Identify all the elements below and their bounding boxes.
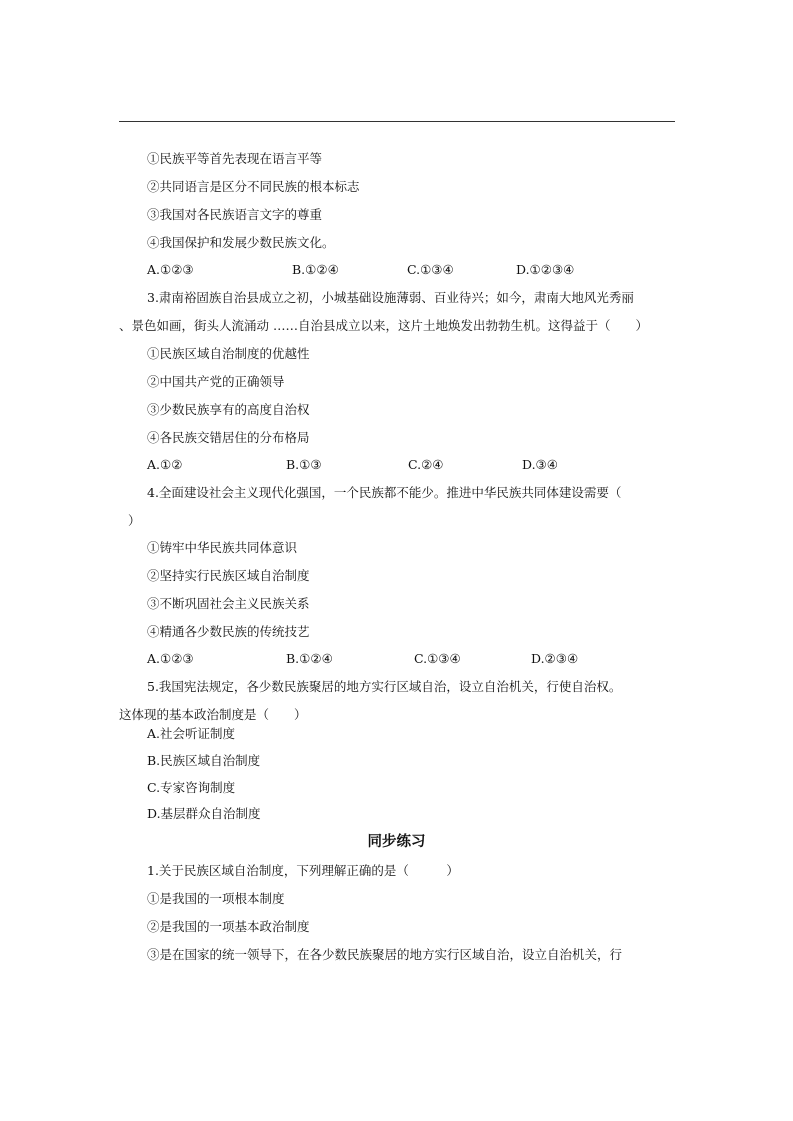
q4-statement-3: ③不断巩固社会主义民族关系 [147, 596, 310, 611]
q4-statement-2: ②坚持实行民族区域自治制度 [147, 568, 310, 583]
q3-statement-3: ③少数民族享有的高度自治权 [147, 402, 310, 417]
q3-statement-2: ②中国共产党的正确领导 [147, 374, 285, 389]
q5-option-b: B.民族区域自治制度 [147, 753, 261, 768]
q4-stem-line-1: 4.全面建设社会主义现代化强国，一个民族都不能少。推进中华民族共同体建设需要（ [147, 485, 622, 500]
section-title: 同步练习 [367, 833, 426, 850]
q3-option-d: D.③④ [522, 457, 558, 472]
q4-statement-1: ①铸牢中华民族共同体意识 [147, 540, 298, 555]
q5-option-c: C.专家咨询制度 [147, 780, 236, 795]
q5-option-d: D.基层群众自治制度 [147, 806, 261, 821]
q3-option-c: C.②④ [408, 457, 444, 472]
q4-option-c: C.①③④ [414, 651, 461, 666]
q2-option-c: C.①③④ [407, 262, 454, 277]
q3-stem-line-1: 3.肃南裕固族自治县成立之初，小城基础设施薄弱、百业待兴；如今，肃南大地风光秀丽 [147, 290, 634, 305]
q5-option-a: A.社会听证制度 [147, 726, 236, 741]
q5-stem-line-2: 这体现的基本政治制度是（ ） [119, 707, 307, 722]
q3-statement-1: ①民族区域自治制度的优越性 [147, 346, 310, 361]
practice-q1-statement-1: ①是我国的一项根本制度 [147, 891, 285, 906]
q2-statement-2: ②共同语言是区分不同民族的根本标志 [147, 179, 360, 194]
q5-stem-line-1: 5.我国宪法规定，各少数民族聚居的地方实行区域自治，设立自治机关，行使自治权。 [147, 679, 622, 694]
header-rule [119, 121, 675, 122]
q3-option-b: B.①③ [286, 457, 322, 472]
q4-option-a: A.①②③ [147, 651, 194, 666]
q2-option-d: D.①②③④ [516, 262, 575, 277]
q2-option-a: A.①②③ [147, 262, 194, 277]
q4-statement-4: ④精通各少数民族的传统技艺 [147, 624, 310, 639]
q4-option-b: B.①②④ [286, 651, 333, 666]
q2-statement-3: ③我国对各民族语言文字的尊重 [147, 207, 323, 222]
q2-statement-1: ①民族平等首先表现在语言平等 [147, 151, 323, 166]
practice-q1-statement-2: ②是我国的一项基本政治制度 [147, 919, 310, 934]
q2-statement-4: ④我国保护和发展少数民族文化。 [147, 235, 335, 250]
q3-option-a: A.①② [147, 457, 183, 472]
practice-q1-statement-3: ③是在国家的统一领导下，在各少数民族聚居的地方实行区域自治，设立自治机关，行 [147, 947, 623, 962]
practice-q1-stem: 1.关于民族区域自治制度，下列理解正确的是（ ） [147, 863, 459, 878]
q3-stem-line-2: 、景色如画，街头人流涌动 ……自治县成立以来，这片土地焕发出勃勃生机。这得益于（ ） [119, 318, 648, 333]
q3-statement-4: ④各民族交错居住的分布格局 [147, 430, 310, 445]
q2-option-b: B.①②④ [292, 262, 339, 277]
q4-stem-line-2: ） [128, 513, 141, 528]
q4-option-d: D.②③④ [531, 651, 579, 666]
